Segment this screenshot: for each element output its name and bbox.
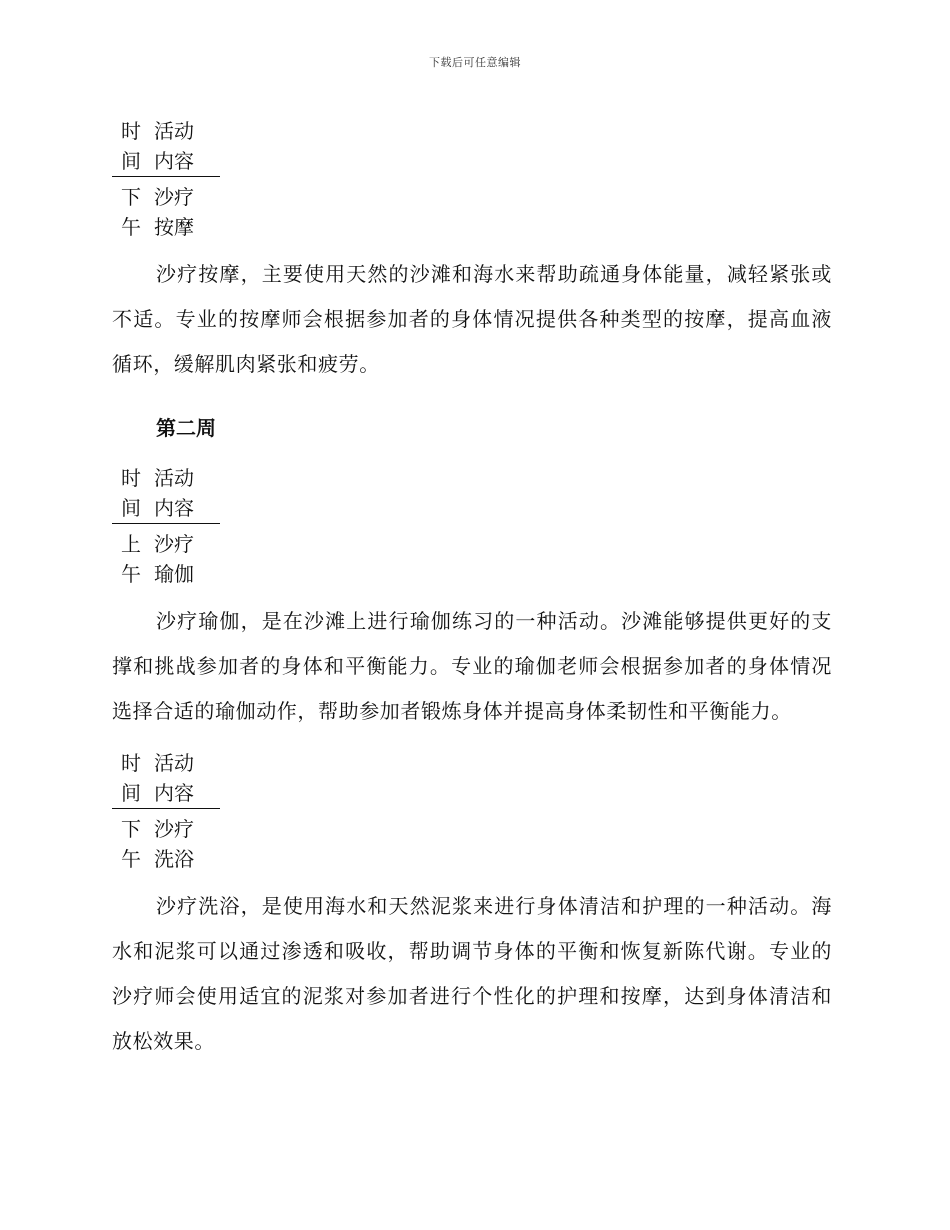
document-body [112,116,832,1064]
time-cell-char: 下 [121,817,141,841]
header-time-char: 时 [121,751,141,775]
activity-cell-line: 沙疗 [154,185,194,209]
schedule-row [112,809,220,874]
schedule-table [112,748,220,874]
activity-cell-line: 按摩 [154,215,194,239]
time-cell-char: 午 [121,562,141,586]
time-cell-char: 下 [121,185,141,209]
activity-cell-line: 瑜伽 [154,562,194,586]
schedule-header-row [112,116,220,177]
header-time-char: 时 [121,119,141,143]
header-activity-line: 内容 [154,496,194,520]
paragraph-sand-yoga: 沙疗瑜伽，是在沙滩上进行瑜伽练习的一种活动。沙滩能够提供更好的支撑和挑战参加者的身体和平衡能力。专业的瑜伽老师会根据参加者的身体情况选择合适的瑜伽动作，帮助参加者锻炼身体并提高身体柔韧性和平衡能力。 [112,609,832,723]
schedule-table [112,116,220,242]
header-time-char: 间 [121,149,141,173]
page-header: 下载后可任意编辑 [429,56,521,69]
header-activity-line: 内容 [154,781,194,805]
header-activity-line: 活动 [154,119,194,143]
header-time-char: 时 [121,466,141,490]
time-cell-char: 午 [121,847,141,871]
schedule-header-row [112,463,220,524]
header-time-char: 间 [121,496,141,520]
section-heading-week-two: 第二周 [156,416,216,440]
header-time-char: 间 [121,781,141,805]
schedule-row [112,177,220,242]
header-activity-line: 内容 [154,149,194,173]
schedule-row [112,524,220,589]
paragraph-sand-massage: 沙疗按摩，主要使用天然的沙滩和海水来帮助疏通身体能量，减轻紧张或不适。专业的按摩师会根据参加者的身体情况提供各种类型的按摩，提高血液循环，缓解肌肉紧张和疲劳。 [112,262,832,376]
schedule-header-row [112,748,220,809]
paragraph-sand-bath: 沙疗洗浴，是使用海水和天然泥浆来进行身体清洁和护理的一种活动。海水和泥浆可以通过渗透和吸收，帮助调节身体的平衡和恢复新陈代谢。专业的沙疗师会使用适宜的泥浆对参加者进行个性化的护理和按摩，达到身体清洁和放松效果。 [112,894,832,1053]
activity-cell-line: 沙疗 [154,532,194,556]
activity-cell-line: 洗浴 [154,847,194,871]
activity-cell-line: 沙疗 [154,817,194,841]
time-cell-char: 上 [121,532,141,556]
header-activity-line: 活动 [154,466,194,490]
schedule-table [112,463,220,589]
header-activity-line: 活动 [154,751,194,775]
time-cell-char: 午 [121,215,141,239]
